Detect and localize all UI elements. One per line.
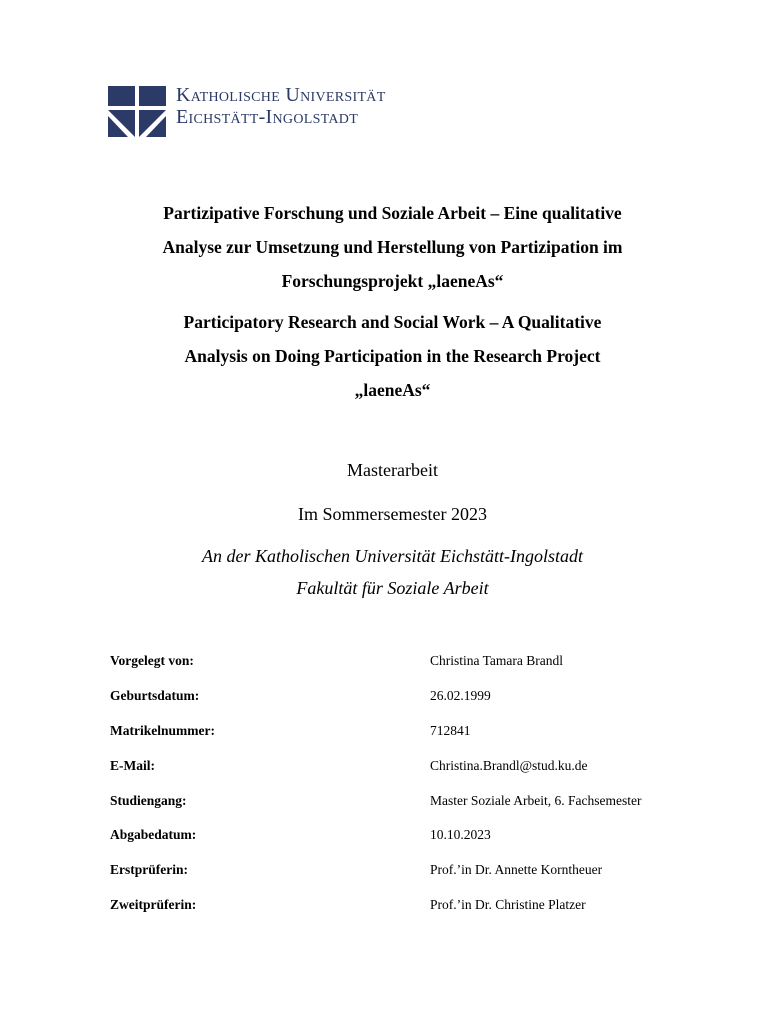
logo-wordmark xyxy=(176,84,386,128)
info-value: 26.02.1999 xyxy=(430,687,491,703)
university-name: An der Katholischen Universität Eichstätt-Ingolstadt xyxy=(202,546,583,566)
info-value: Prof.’in Dr. Christine Platzer xyxy=(430,897,586,913)
info-row-second-examiner xyxy=(110,894,710,929)
german-title xyxy=(100,196,685,298)
university-logo xyxy=(108,84,438,140)
english-title-line-3: „laeneAs“ xyxy=(354,380,431,400)
english-title-line-2: Analysis on Doing Participation in the Research Project xyxy=(184,346,601,366)
info-label: Abgabedatum: xyxy=(110,827,197,843)
info-value: Christina Tamara Brandl xyxy=(430,653,564,668)
german-title-line-2: Analyse zur Umsetzung und Herstellung von Partizipation im xyxy=(162,237,623,257)
faculty-name: Fakultät für Soziale Arbeit xyxy=(296,578,489,598)
info-label: Zweitprüferin: xyxy=(110,897,197,913)
info-value: 712841 xyxy=(430,722,471,738)
info-label: Geburtsdatum: xyxy=(110,687,200,703)
thesis-type: Masterarbeit xyxy=(347,460,438,480)
info-row-submission-date xyxy=(110,824,710,859)
english-title xyxy=(100,305,685,407)
info-label: Matrikelnummer: xyxy=(110,722,215,738)
info-value: Master Soziale Arbeit, 6. Fachsemester xyxy=(430,792,642,808)
info-row-author xyxy=(110,650,710,685)
info-label: E-Mail: xyxy=(110,757,155,773)
info-row-first-examiner xyxy=(110,859,710,894)
german-title-line-3: Forschungsprojekt „laeneAs“ xyxy=(281,271,504,291)
info-label: Vorgelegt von: xyxy=(110,653,194,668)
info-row-student-id xyxy=(110,720,710,755)
info-value: Christina.Brandl@stud.ku.de xyxy=(430,757,588,773)
info-row-program xyxy=(110,790,710,825)
info-value: 10.10.2023 xyxy=(430,827,491,843)
university-emblem-icon xyxy=(108,86,166,138)
info-label: Erstprüferin: xyxy=(110,862,188,878)
german-title-line-1: Partizipative Forschung und Soziale Arbeit – Eine qualitative xyxy=(163,203,622,223)
info-row-birthdate xyxy=(110,685,710,720)
logo-line-1: Katholische Universität xyxy=(176,84,386,106)
english-title-line-1: Participatory Research and Social Work – A Qualitative xyxy=(183,312,602,332)
info-row-email xyxy=(110,755,710,790)
info-table xyxy=(110,650,710,929)
logo-line-2: Eichstätt-Ingolstadt xyxy=(176,106,359,128)
semester: Im Sommersemester 2023 xyxy=(298,504,487,524)
info-value: Prof.’in Dr. Annette Korntheuer xyxy=(430,862,603,878)
info-label: Studiengang: xyxy=(110,792,187,808)
